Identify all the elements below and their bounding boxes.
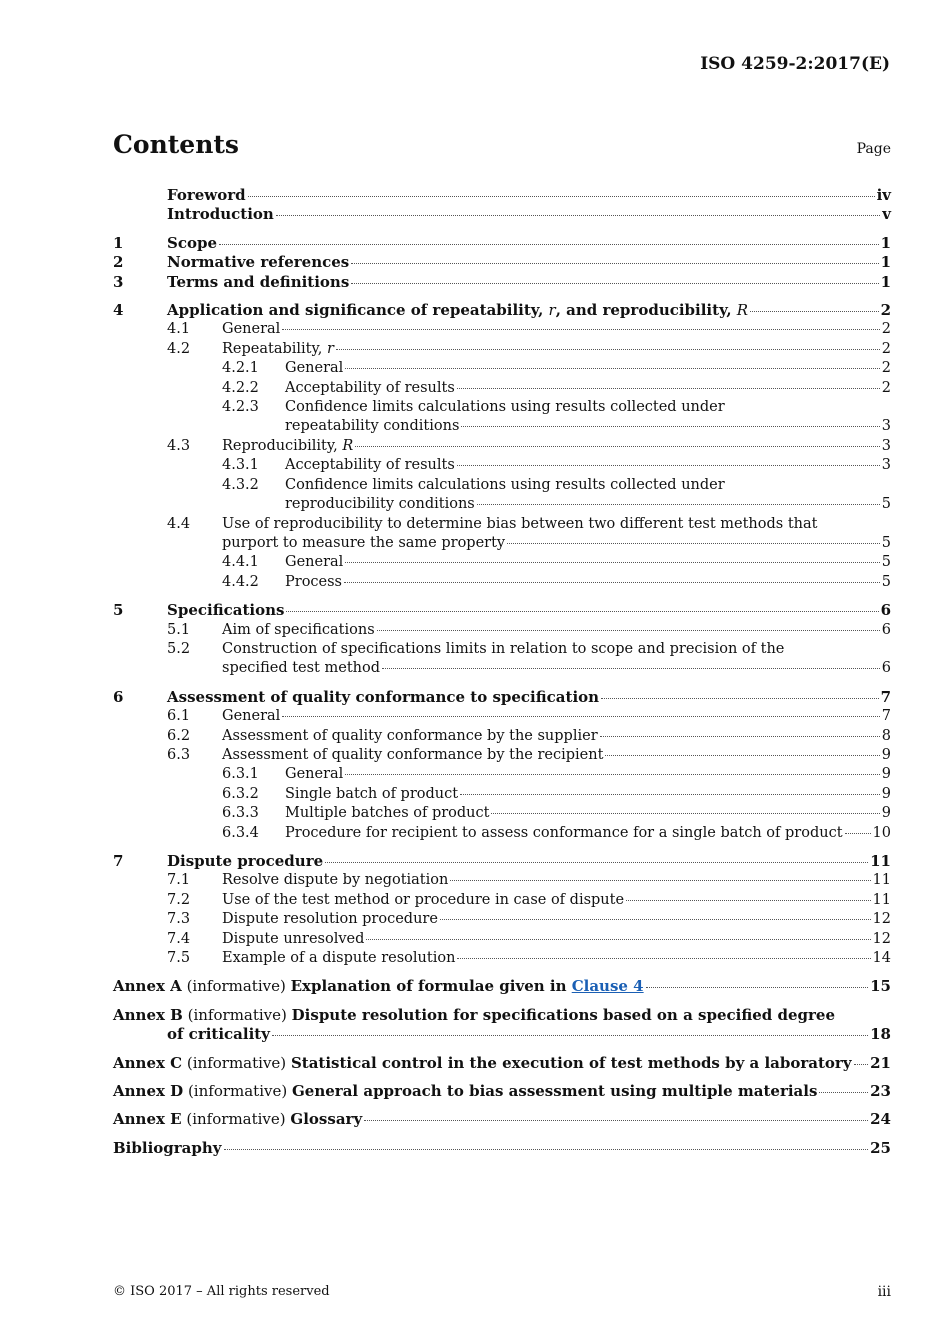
annex-entry-page: 25 [870,1138,891,1157]
toc-entry-label: Terms and definitions [167,272,350,291]
toc-entry-label: Use of the test method or procedure in case of dispute [222,891,625,908]
dot-leader [344,582,880,583]
dot-leader [336,349,880,350]
toc-entry-page: 5 [881,496,891,513]
toc-entry-page: 2 [881,340,891,357]
toc-entry-page: v [882,205,891,224]
toc-entry-page: 1 [880,272,891,291]
toc-entry-title [222,871,873,890]
dot-leader [351,283,878,284]
toc-entry-label: General [222,708,281,725]
toc-entry-title-line1: Confidence limits calculations using results collected under [285,476,725,493]
toc-entry[interactable] [113,785,891,804]
dot-leader [364,1120,868,1121]
toc-entry-page: 2 [880,301,891,320]
toc-entry-number: 4.3.2 [222,476,259,493]
toc-entry-title [285,573,882,592]
toc-entry-label: Assessment of quality conformance by the recipient [222,746,604,763]
toc-entry[interactable] [113,340,891,359]
dot-leader [646,987,869,988]
toc-entry-number: 6.3.3 [222,805,259,822]
dot-leader [450,880,870,881]
toc-entry-label: Multiple batches of product [285,805,490,822]
toc-entry-page: 11 [872,891,891,908]
toc-entry-page: 14 [872,950,891,967]
toc-entry-page: 12 [872,911,891,928]
toc-entry-label: Dispute resolution procedure [222,911,438,928]
toc-entry-title [222,340,882,359]
annex-entry[interactable] [113,1139,891,1158]
dot-leader [626,900,870,901]
toc-entry[interactable] [113,398,891,437]
toc-entry-page: 8 [881,727,891,744]
toc-entry-title [222,891,873,910]
section-spacer [113,679,891,688]
annex-entry-title [113,1006,891,1045]
dot-leader [457,958,870,959]
toc-entry[interactable] [113,871,891,890]
toc-entry[interactable] [113,573,891,592]
section-spacer [113,1101,891,1110]
toc-entry-page: 7 [880,687,891,706]
toc-entry-page: 7 [881,708,891,725]
toc-entry-number: 2 [113,253,124,272]
toc-entry-title-continued: purport to measure the same property [222,534,506,551]
toc-entry-label: General [285,766,344,783]
section-spacer [113,843,891,852]
toc-entry-page: 2 [881,321,891,338]
annex-title: Glossary [290,1110,363,1129]
section-spacer [113,968,891,977]
toc-entry[interactable] [113,707,891,726]
toc-entry-page: 5 [881,573,891,590]
toc-entry[interactable] [113,205,891,224]
toc-entry-title [167,205,882,224]
toc-entry[interactable] [113,949,891,968]
section-spacer [113,1073,891,1082]
copyright-notice: © ISO 2017 – All rights reserved [113,1284,330,1299]
toc-entry[interactable] [113,621,891,640]
toc-entry[interactable] [113,891,891,910]
toc-entry-label: General [285,360,344,377]
toc-entry[interactable] [113,601,891,620]
annex-entry-line1 [113,977,644,996]
toc-entry-number: 4.4.2 [222,573,259,590]
toc-entry[interactable] [113,746,891,765]
clause-link[interactable]: Clause 4 [571,977,644,996]
dot-leader [345,562,879,563]
toc-entry-title [285,785,882,804]
toc-entry-page: 12 [872,930,891,947]
dot-leader [282,329,879,330]
toc-entry-number: 6.3.4 [222,824,259,841]
toc-entry-label: Scope [167,233,218,252]
toc-entry-number: 4.3 [167,437,191,454]
annex-entry-page: 18 [870,1025,891,1044]
toc-entry-title [285,398,891,437]
toc-entry-number: 4.2 [167,340,191,357]
toc-entry-number: 4.2.2 [222,379,259,396]
toc-entry-title-line2 [222,659,891,678]
toc-entry-number: 7.3 [167,911,191,928]
toc-entry-title [222,727,882,746]
toc-entry-title [222,320,882,339]
toc-entry-title [285,379,882,398]
annex-title: Explanation of formulae given in [290,977,572,996]
annex-label: Annex D [113,1082,184,1101]
section-spacer [113,225,891,234]
annex-type: (informative) [187,1005,287,1024]
toc-entry[interactable] [113,910,891,929]
dot-leader [382,668,880,669]
toc-entry-title-line1: Confidence limits calculations using results collected under [285,399,725,416]
toc-entry-number: 6 [113,687,124,706]
toc-entry-title-line1: Use of reproducibility to determine bias between two different test methods that [222,515,818,532]
toc-entry-number: 5 [113,601,124,620]
annex-label: Annex C [113,1053,183,1072]
toc-entry-page: 9 [881,805,891,822]
toc-entry-number: 6.3 [167,746,191,763]
toc-entry[interactable] [113,930,891,949]
annex-entry[interactable] [113,1054,891,1073]
toc-entry-title-line2 [222,534,891,553]
toc-entry-number: 5.2 [167,640,191,657]
toc-entry-number: 6.3.1 [222,766,259,783]
annex-entry[interactable] [113,977,891,996]
toc-entry-number: 4.4.1 [222,554,259,571]
toc-entry-label: Aim of specifications [222,621,375,638]
toc-entry-label: Dispute procedure [167,852,324,870]
annex-type: (informative) [186,1110,286,1129]
dot-leader [750,311,878,312]
toc-entry-title [167,688,881,707]
toc-entry[interactable] [113,553,891,572]
annex-entry-title [113,1054,870,1073]
toc-entry-title [167,234,881,253]
toc-entry-label: Specifications [167,601,285,620]
toc-entry-title [167,301,881,320]
toc-entry-label: Reproducibility, R [222,437,354,454]
toc-entry-number: 4 [113,301,124,320]
table-of-contents [113,186,891,1158]
dot-leader [491,813,879,814]
dot-leader [219,244,879,245]
annex-title: Bibliography [113,1138,222,1157]
toc-entry-page: 6 [881,660,891,677]
toc-entry-page: 3 [881,418,891,435]
page-footer [113,1284,891,1300]
annex-type: (informative) [186,977,286,996]
annex-label: Annex B [113,1005,183,1024]
annex-title: General approach to bias assessment using multiple materials [292,1082,818,1101]
annex-label: Annex A [113,977,182,996]
toc-entry-title [222,640,891,679]
page-number: iii [877,1284,891,1300]
section-spacer [113,997,891,1006]
toc-entry-number: 5.1 [167,621,191,638]
toc-entry[interactable] [113,273,891,292]
toc-entry-label: Acceptability of results [285,379,455,396]
dot-leader [224,1149,869,1150]
dot-leader [440,919,871,920]
toc-entry-page: 6 [880,601,891,620]
section-spacer [113,292,891,301]
toc-entry-page: 6 [881,621,891,638]
toc-entry-title [222,515,891,554]
toc-entry[interactable] [113,765,891,784]
toc-entry-label: Resolve dispute by negotiation [222,872,449,889]
annex-entry-line1 [113,1110,362,1129]
toc-entry-number: 7 [113,852,124,870]
toc-entry-page: 10 [872,824,891,841]
dot-leader [272,1035,868,1036]
toc-entry-title [285,553,882,572]
dot-leader [282,716,879,717]
dot-leader [460,794,880,795]
dot-leader [605,755,879,756]
dot-leader [461,426,879,427]
toc-entry-page: iv [876,186,891,204]
toc-entry[interactable] [113,476,891,515]
annex-type: (informative) [187,1082,288,1101]
annex-entry-title [113,1110,870,1129]
dot-leader [345,368,879,369]
dot-leader [819,1092,868,1093]
toc-entry-number: 4.2.1 [222,360,259,377]
toc-entry-label: Acceptability of results [285,457,455,474]
toc-entry-number: 7.2 [167,891,191,908]
toc-entry[interactable] [113,727,891,746]
toc-entry-label: Application and significance of repeatability, r, and reproducibility, R [167,301,749,320]
toc-entry[interactable] [113,688,891,707]
toc-entry-title [285,765,882,784]
page-column-label: Page [856,141,891,157]
annex-entry-line1 [113,1139,222,1158]
toc-entry-title [222,746,882,765]
annex-entry[interactable] [113,1110,891,1129]
toc-entry[interactable] [113,379,891,398]
toc-entry-number: 7.5 [167,950,191,967]
annex-title-continued: of criticality [167,1025,270,1044]
annex-entry[interactable] [113,1082,891,1101]
annex-entry-page: 21 [870,1053,891,1072]
dot-leader [345,774,879,775]
toc-entry-number: 1 [113,233,124,252]
annex-entry-page: 15 [870,977,891,996]
toc-entry-number: 7.1 [167,872,191,889]
toc-entry-number: 6.3.2 [222,785,259,802]
toc-entry-label: Example of a dispute resolution [222,950,456,967]
toc-entry-title [167,273,881,292]
annex-entry-page: 24 [870,1110,891,1129]
toc-entry[interactable] [113,234,891,253]
toc-entry-page: 11 [870,852,891,870]
toc-entry-label: Introduction [167,205,274,224]
toc-entry-page: 3 [881,457,891,474]
toc-entry-label: Repeatability, r [222,340,334,357]
toc-entry-page: 3 [881,437,891,454]
toc-entry-title [222,707,882,726]
toc-entry-page: 2 [881,379,891,396]
toc-entry[interactable] [113,437,891,456]
annex-entry-line2 [113,1025,891,1044]
dot-leader [600,736,880,737]
dot-leader [248,196,875,197]
dot-leader [325,862,868,863]
dot-leader [377,630,880,631]
toc-entry-page: 5 [881,554,891,571]
toc-entry-title-line2 [285,417,891,436]
toc-entry-label: Foreword [167,186,246,204]
toc-entry-page: 9 [881,746,891,763]
toc-entry[interactable] [113,456,891,475]
toc-entry-title-continued: repeatability conditions [285,418,460,435]
toc-entry-title-line1: Construction of specifications limits in relation to scope and precision of the [222,640,785,657]
toc-entry-title [285,804,882,823]
annex-entry-line1 [113,1082,817,1101]
dot-leader [355,446,880,447]
contents-heading-row [113,130,891,159]
annex-entry-title [113,1082,870,1101]
toc-entry[interactable] [113,186,891,205]
toc-entry-number: 7.4 [167,930,191,947]
annex-entry-line1 [113,1006,891,1025]
toc-entry-title [167,601,881,620]
toc-entry-title-line2 [285,495,891,514]
dot-leader [276,215,880,216]
toc-entry-page: 9 [881,766,891,783]
toc-entry-label: General [222,321,281,338]
annex-entry-page: 23 [870,1082,891,1101]
toc-entry-number: 4.2.3 [222,399,259,416]
toc-entry[interactable] [113,515,891,554]
toc-entry[interactable] [113,301,891,320]
dot-leader [457,388,880,389]
toc-entry-title [222,910,873,929]
toc-entry-number: 4.1 [167,321,191,338]
section-spacer [113,592,891,601]
dot-leader [601,698,879,699]
toc-entry-page: 11 [872,872,891,889]
toc-entry-title [222,621,882,640]
toc-entry-page: 5 [881,534,891,551]
toc-entry[interactable] [113,320,891,339]
toc-entry-number: 6.1 [167,708,191,725]
toc-entry[interactable] [113,640,891,679]
dot-leader [457,465,880,466]
section-spacer [113,1130,891,1139]
dot-leader [507,543,880,544]
toc-entry-label: Single batch of product [285,785,459,802]
toc-entry-title [222,949,873,968]
toc-entry-page: 1 [880,233,891,252]
toc-entry-page: 2 [881,360,891,377]
dot-leader [351,263,878,264]
annex-entry-title [113,1139,870,1158]
toc-entry-title [285,456,882,475]
toc-entry-title [285,824,873,843]
toc-entry-title [167,852,870,871]
toc-entry-number: 6.2 [167,727,191,744]
document-id-header: ISO 4259-2:2017(E) [700,54,890,74]
toc-entry-title [285,476,891,515]
toc-entry-title-continued: reproducibility conditions [285,496,475,513]
toc-entry[interactable] [113,852,891,871]
toc-entry[interactable] [113,359,891,378]
toc-entry-title [222,437,882,456]
toc-entry-number: 4.3.1 [222,457,259,474]
contents-title: Contents [113,130,240,159]
toc-entry-title [222,930,873,949]
dot-leader [854,1064,869,1065]
toc-entry[interactable] [113,253,891,272]
toc-entry[interactable] [113,804,891,823]
dot-leader [366,939,870,940]
toc-entry-title-continued: specified test method [222,660,380,677]
toc-entry-page: 9 [881,785,891,802]
toc-entry-title [285,359,882,378]
toc-entry-page: 1 [880,253,891,272]
annex-title: Statistical control in the execution of test methods by a laboratory [290,1053,852,1072]
toc-entry-label: Normative references [167,253,350,272]
dot-leader [286,611,878,612]
toc-entry-label: General [285,554,344,571]
annex-entry[interactable] [113,1006,891,1045]
annex-title: Dispute resolution for specifications based on a specified degree [291,1005,835,1024]
dot-leader [845,833,871,834]
annex-entry-line1 [113,1054,852,1073]
toc-entry-number: 4.4 [167,515,191,532]
toc-entry[interactable] [113,824,891,843]
toc-entry-label: Assessment of quality conformance to specification [167,687,600,706]
dot-leader [477,504,880,505]
toc-entry-label: Dispute unresolved [222,930,365,947]
toc-entry-title [167,186,877,205]
annex-type: (informative) [186,1053,287,1072]
toc-entry-label: Process [285,573,343,590]
section-spacer [113,1045,891,1054]
toc-entry-label: Assessment of quality conformance by the supplier [222,727,598,744]
annex-entry-title [113,977,870,996]
toc-entry-title [167,253,881,272]
toc-entry-number: 3 [113,272,124,291]
annex-label: Annex E [113,1110,182,1129]
toc-entry-label: Procedure for recipient to assess conformance for a single batch of product [285,824,843,841]
